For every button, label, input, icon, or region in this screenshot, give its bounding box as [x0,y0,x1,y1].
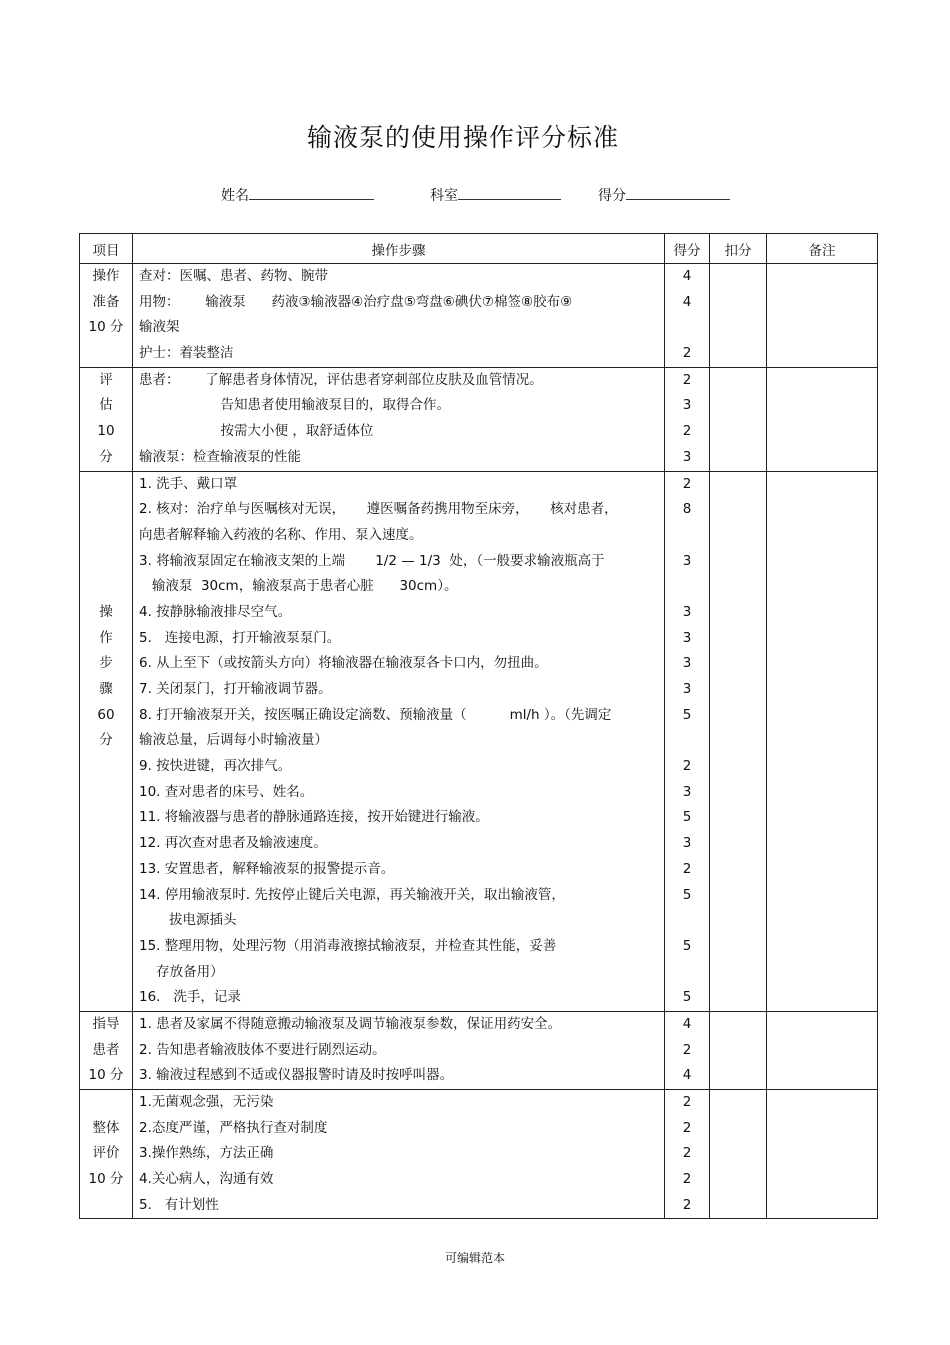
score-label: 得分 [598,188,626,204]
section-item-procedure-line: 骤 [99,681,113,697]
section-score-procedure-line [665,960,709,986]
section-item-procedure-line [80,523,132,549]
footer-text: 可编辑范本 [444,1251,505,1265]
section-remarks-assessment-line [767,419,877,445]
section-score-preparation-line: 4 [682,268,692,284]
section-score-preparation-line [665,315,709,341]
section-remarks-procedure-line [767,780,877,806]
section-deduction-preparation-line [710,341,766,367]
section-steps-assessment-line: 患者： 了解患者身体情况，评估患者穿刺部位皮肤及血管情况。 [139,371,543,388]
section-score-overall-evaluation [665,1090,710,1219]
section-score-preparation [665,264,710,368]
section-score-procedure-line: 2 [682,475,692,492]
section-row-overall-evaluation [80,1090,878,1219]
section-score-assessment-line: 3 [682,448,692,465]
page-title: 输液泵的使用操作评分标准 [306,123,619,152]
section-score-procedure-line: 5 [682,706,692,723]
section-score-overall-evaluation-line: 2 [682,1145,692,1162]
section-remarks-assessment-line [767,368,877,394]
section-steps-procedure-line: 16. 洗手，记录 [139,989,241,1006]
section-remarks-patient-guidance [767,1011,878,1089]
section-item-assessment-line: 10 [97,423,115,440]
section-item-patient-guidance-line: 指导 [92,1015,120,1032]
section-deduction-assessment-line [710,445,766,471]
section-item-overall-evaluation-line: 整体 [92,1119,120,1136]
section-item-procedure-line [80,857,132,883]
section-score-procedure-line: 3 [682,835,692,852]
section-item-patient-guidance [80,1011,133,1089]
header-item: 项目 [80,234,133,264]
section-deduction-procedure-line [710,728,766,754]
section-item-preparation [80,264,133,368]
section-score-procedure-line: 3 [682,655,692,672]
section-item-procedure-line: 分 [99,732,113,749]
section-steps-procedure-line: 13. 安置患者，解释输液泵的报警提示音。 [139,860,395,877]
section-deduction-procedure-line [710,960,766,986]
section-steps-procedure-line: 10. 查对患者的床号、姓名。 [139,783,314,800]
section-deduction-assessment [710,367,767,471]
section-deduction-overall-evaluation-line [710,1090,766,1116]
name-blank [249,186,374,200]
section-remarks-procedure-line [767,703,877,729]
section-deduction-procedure-line [710,626,766,652]
section-steps-assessment-line: 输液泵：检查输液泵的性能 [139,448,301,465]
section-remarks-preparation-line [767,264,877,290]
header-score: 得分 [665,234,710,264]
section-deduction-procedure-line [710,908,766,934]
section-item-assessment-line: 评 [99,371,113,388]
section-deduction-procedure-line [710,497,766,523]
section-remarks-procedure-line [767,805,877,831]
section-deduction-procedure-line [710,831,766,857]
header-remarks: 备注 [767,234,878,264]
section-item-preparation-line: 10 分 [88,319,124,336]
section-remarks-overall-evaluation-line [767,1116,877,1142]
section-steps-assessment-line: 告知患者使用输液泵目的，取得合作。 [139,397,451,414]
section-item-procedure-line [80,960,132,986]
section-remarks-assessment-line [767,445,877,471]
section-steps-procedure-line: 3. 将输液泵固定在输液支架的上端 1/2 — 1/3 处，（一般要求输液瓶高于 [139,552,605,569]
section-steps-preparation [133,264,665,368]
section-score-procedure-line: 3 [682,603,692,620]
section-remarks-procedure-line [767,934,877,960]
section-steps-overall-evaluation-line: 5. 有计划性 [139,1196,219,1213]
section-score-procedure-line: 2 [682,758,692,775]
section-remarks-procedure-line [767,831,877,857]
table-body [80,264,878,1219]
section-score-overall-evaluation-line: 2 [682,1196,692,1213]
section-deduction-patient-guidance-line [710,1012,766,1038]
header-row [80,234,878,264]
section-deduction-procedure-line [710,985,766,1011]
section-deduction-patient-guidance-line [710,1063,766,1089]
section-remarks-procedure-line [767,472,877,498]
section-item-procedure-line: 60 [97,706,115,723]
section-steps-procedure-line: 存放备用） [139,963,224,980]
section-deduction-procedure-line [710,754,766,780]
section-item-procedure-line [80,780,132,806]
section-score-overall-evaluation-line: 2 [682,1094,692,1110]
section-steps-overall-evaluation-line: 2.态度严谨，严格执行查对制度 [139,1119,328,1136]
section-score-patient-guidance-line: 4 [682,1067,692,1084]
section-steps-procedure-line: 7. 关闭泵门，打开输液调节器。 [139,681,332,697]
section-deduction-procedure-line [710,651,766,677]
section-remarks-preparation-line [767,290,877,316]
section-steps-patient-guidance-line: 2. 告知患者输液肢体不要进行剧烈运动。 [139,1041,386,1058]
section-score-procedure-line: 5 [682,886,692,903]
name-label: 姓名 [221,188,249,204]
section-steps-patient-guidance-line: 3. 输液过程感到不适或仪器报警时请及时按呼叫器。 [139,1067,454,1084]
section-score-procedure-line: 5 [682,989,692,1006]
section-score-procedure-line: 8 [682,501,692,518]
section-deduction-procedure-line [710,523,766,549]
section-deduction-preparation [710,264,767,368]
section-item-procedure-line [80,934,132,960]
section-steps-patient-guidance-line: 1. 患者及家属不得随意搬动输液泵及调节输液泵参数，保证用药安全。 [139,1015,562,1032]
section-deduction-procedure-line [710,883,766,909]
section-score-patient-guidance [665,1011,710,1089]
section-steps-procedure-line: 拔电源插头 [139,912,237,929]
section-steps-procedure-line: 输液总量，后调每小时输液量） [139,732,328,749]
section-remarks-procedure-line [767,728,877,754]
section-score-assessment-line: 3 [682,397,692,414]
section-deduction-overall-evaluation-line [710,1141,766,1167]
section-row-patient-guidance [80,1011,878,1089]
section-score-patient-guidance-line: 4 [682,1015,692,1032]
section-remarks-assessment-line [767,393,877,419]
section-score-procedure-line: 3 [682,783,692,800]
section-score-procedure-line: 2 [682,860,692,877]
section-remarks-assessment [767,367,878,471]
section-deduction-overall-evaluation-line [710,1193,766,1219]
section-deduction-patient-guidance [710,1011,767,1089]
section-item-procedure-line [80,472,132,498]
section-steps-procedure-line: 12. 再次查对患者及输液速度。 [139,835,327,852]
section-steps-assessment-line: 按需大小便 ，取舒适体位 [139,423,374,440]
section-remarks-procedure-line [767,985,877,1011]
section-row-assessment [80,367,878,471]
section-deduction-procedure-line [710,703,766,729]
section-deduction-procedure [710,471,767,1011]
section-item-preparation-line: 操作 [92,268,120,284]
section-remarks-procedure-line [767,908,877,934]
section-score-patient-guidance-line: 2 [682,1041,692,1058]
section-remarks-procedure-line [767,549,877,575]
section-remarks-procedure-line [767,651,877,677]
section-item-assessment-line: 估 [99,397,113,414]
score-blank [626,186,730,200]
section-item-procedure-line [80,754,132,780]
section-item-overall-evaluation-line: 评价 [92,1145,120,1162]
section-remarks-preparation-line [767,315,877,341]
section-item-overall-evaluation [80,1090,133,1219]
section-score-assessment [665,367,710,471]
section-score-overall-evaluation-line: 2 [682,1119,692,1136]
section-remarks-procedure-line [767,883,877,909]
section-score-assessment-line: 2 [682,423,692,440]
department-label: 科室 [430,188,458,204]
section-item-preparation-line: 准备 [92,293,120,310]
section-item-overall-evaluation-line: 10 分 [88,1171,124,1188]
section-steps-procedure-line: 14. 停用输液泵时. 先按停止键后关电源，再关输液开关，取出输液管， [139,886,565,903]
section-deduction-overall-evaluation-line [710,1167,766,1193]
section-steps-assessment [133,367,665,471]
section-item-assessment-line: 分 [99,448,113,465]
section-item-procedure-line: 作 [99,629,113,646]
section-deduction-procedure-line [710,780,766,806]
section-remarks-overall-evaluation-line [767,1167,877,1193]
section-item-preparation-line [80,341,132,367]
section-remarks-procedure-line [767,600,877,626]
section-remarks-procedure-line [767,574,877,600]
section-remarks-overall-evaluation-line [767,1141,877,1167]
section-remarks-procedure-line [767,754,877,780]
section-score-procedure-line: 5 [682,937,692,954]
section-item-procedure-line [80,908,132,934]
section-score-procedure [665,471,710,1011]
section-deduction-preparation-line [710,315,766,341]
section-steps-procedure-line: 输液泵 30cm，输液泵高于患者心脏 30cm）。 [139,578,458,595]
section-score-procedure-line: 3 [682,629,692,646]
section-score-procedure-line: 3 [682,552,692,569]
section-item-procedure [80,471,133,1011]
section-item-overall-evaluation-line [80,1193,132,1219]
section-remarks-procedure-line [767,523,877,549]
section-remarks-overall-evaluation-line [767,1090,877,1116]
section-item-procedure-line [80,805,132,831]
section-deduction-procedure-line [710,805,766,831]
section-steps-procedure-line: 4. 按静脉输液排尽空气。 [139,603,292,620]
section-score-overall-evaluation-line: 2 [682,1171,692,1188]
section-score-procedure-line [665,728,709,754]
section-remarks-overall-evaluation-line [767,1193,877,1219]
section-remarks-procedure-line [767,960,877,986]
section-steps-overall-evaluation-line: 4.关心病人，沟通有效 [139,1171,274,1188]
section-steps-overall-evaluation-line: 1.无菌观念强，无污染 [139,1094,274,1110]
header-deduction: 扣分 [710,234,767,264]
section-deduction-procedure-line [710,600,766,626]
section-steps-overall-evaluation [133,1090,665,1219]
section-deduction-procedure-line [710,934,766,960]
section-item-overall-evaluation-line [80,1090,132,1116]
section-remarks-procedure-line [767,677,877,703]
section-steps-procedure-line: 8. 打开输液泵开关，按医嘱正确设定滴数、预输液量（ ml/h ）。（先调定 [139,706,612,723]
section-steps-procedure-line: 2. 核对：治疗单与医嘱核对无误， 遵医嘱备药携用物至床旁， 核对患者， [139,501,618,518]
section-steps-procedure-line: 9. 按快进键，再次排气。 [139,758,292,775]
section-item-procedure-line: 操 [99,603,113,620]
section-steps-preparation-line: 查对：医嘱、患者、药物、腕带 [139,268,328,284]
section-item-assessment [80,367,133,471]
section-steps-patient-guidance [133,1011,665,1089]
section-deduction-assessment-line [710,368,766,394]
section-deduction-preparation-line [710,264,766,290]
section-deduction-overall-evaluation-line [710,1116,766,1142]
section-remarks-preparation [767,264,878,368]
name-field [221,185,374,205]
section-deduction-procedure-line [710,472,766,498]
section-steps-procedure [133,471,665,1011]
section-deduction-preparation-line [710,290,766,316]
section-remarks-patient-guidance-line [767,1038,877,1064]
section-row-procedure [80,471,878,1011]
section-deduction-overall-evaluation [710,1090,767,1219]
section-item-procedure-line [80,831,132,857]
section-deduction-procedure-line [710,857,766,883]
section-remarks-procedure-line [767,857,877,883]
section-row-preparation [80,264,878,368]
section-deduction-procedure-line [710,677,766,703]
department-field [430,185,561,205]
section-steps-procedure-line: 6. 从上至下（或按箭头方向）将输液器在输液泵各卡口内，勿扭曲。 [139,655,548,672]
section-item-procedure-line [80,574,132,600]
section-item-procedure-line: 步 [99,655,113,672]
section-item-procedure-line [80,985,132,1011]
section-score-procedure-line [665,908,709,934]
section-remarks-patient-guidance-line [767,1012,877,1038]
section-score-procedure-line [665,523,709,549]
section-remarks-procedure-line [767,497,877,523]
section-score-procedure-line: 3 [682,681,692,697]
section-item-patient-guidance-line: 10 分 [88,1067,124,1084]
section-item-patient-guidance-line: 患者 [92,1041,120,1058]
score-field [598,185,730,205]
section-remarks-procedure-line [767,626,877,652]
header-steps: 操作步骤 [133,234,665,264]
section-steps-procedure-line: 1. 洗手、戴口罩 [139,475,238,492]
section-deduction-assessment-line [710,419,766,445]
section-item-procedure-line [80,497,132,523]
section-steps-preparation-line: 输液架 [139,319,180,336]
section-remarks-procedure [767,471,878,1011]
section-item-procedure-line [80,883,132,909]
section-deduction-patient-guidance-line [710,1038,766,1064]
section-steps-preparation-line: 用物： 输液泵 药液③输液器④治疗盘⑤弯盘⑥碘伏⑦棉签⑧胶布⑨ [139,293,573,310]
section-score-procedure-line: 5 [682,809,692,826]
section-deduction-assessment-line [710,393,766,419]
section-steps-procedure-line: 向患者解释输入药液的名称、作用、泵入速度。 [139,526,423,543]
scoring-table [79,233,878,1219]
section-remarks-patient-guidance-line [767,1063,877,1089]
section-steps-overall-evaluation-line: 3.操作熟练，方法正确 [139,1145,274,1162]
section-score-preparation-line: 2 [682,345,692,362]
section-steps-procedure-line: 15. 整理用物，处理污物（用消毒液擦拭输液泵，并检查其性能，妥善 [139,937,557,954]
section-deduction-procedure-line [710,574,766,600]
section-steps-preparation-line: 护士：着装整洁 [139,345,234,362]
section-remarks-preparation-line [767,341,877,367]
section-deduction-procedure-line [710,549,766,575]
section-remarks-overall-evaluation [767,1090,878,1219]
section-score-procedure-line [665,574,709,600]
section-score-preparation-line: 4 [682,293,692,310]
section-steps-procedure-line: 5. 连接电源，打开输液泵泵门。 [139,629,341,646]
section-score-assessment-line: 2 [682,371,692,388]
section-steps-procedure-line: 11. 将输液器与患者的静脉通路连接，按开始键进行输液。 [139,809,489,826]
department-blank [458,186,561,200]
section-item-procedure-line [80,549,132,575]
